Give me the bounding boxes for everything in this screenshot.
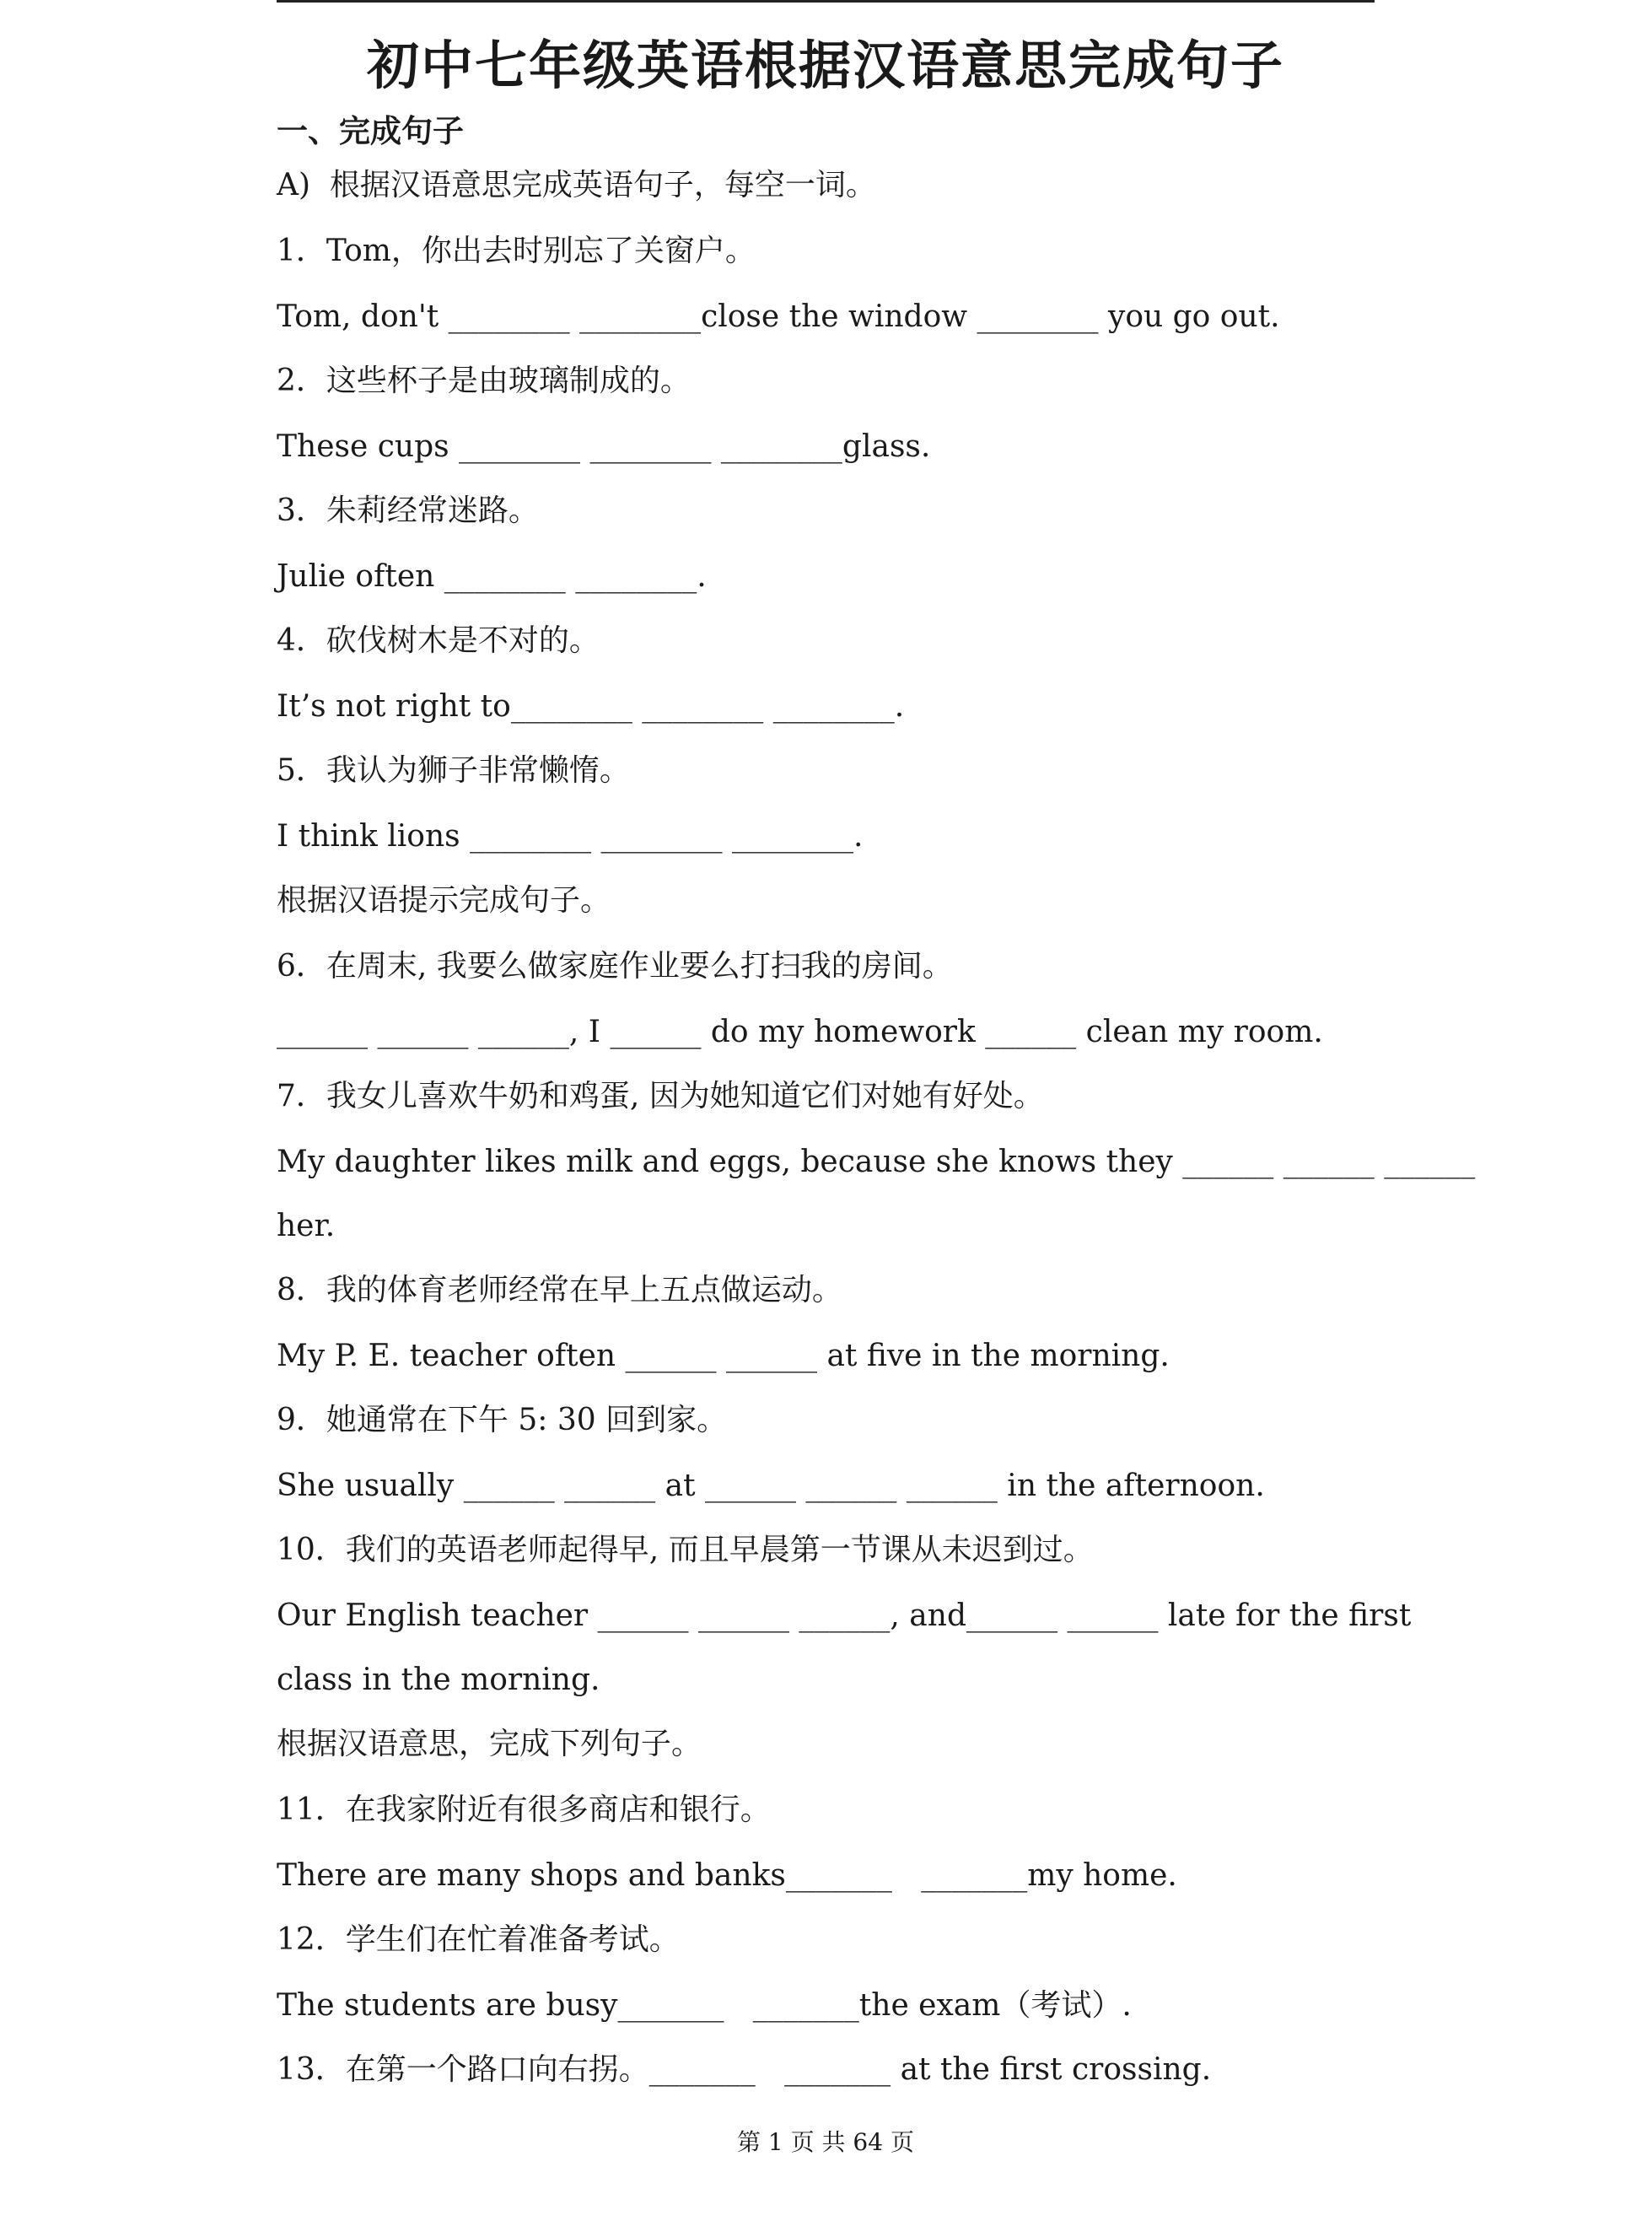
q1-english: Tom, don't ________ ________close the window ________ you go out. xyxy=(277,299,1280,334)
q12-english: The students are busy_______ _______the exam（考试）. xyxy=(277,1988,1132,2023)
q8-english: My P. E. teacher often ______ ______ at five in the morning. xyxy=(277,1339,1170,1373)
top-rule xyxy=(277,0,1375,3)
q12-chinese: 12．学生们在忙着准备考试。 xyxy=(277,1922,680,1957)
q6-english: ______ ______ ______, I ______ do my homework ______ clean my room. xyxy=(277,1015,1323,1049)
q3-chinese: 3．朱莉经常迷路。 xyxy=(277,493,539,528)
q4-english: It’s not right to________ ________ ________. xyxy=(277,689,905,724)
q1-chinese: 1．Tom，你出去时别忘了关窗户。 xyxy=(277,234,756,268)
instruction-c: 根据汉语意思，完成下列句子。 xyxy=(277,1727,702,1761)
q4-chinese: 4．砍伐树木是不对的。 xyxy=(277,623,600,658)
q6-chinese: 6．在周末, 我要么做家庭作业要么打扫我的房间。 xyxy=(277,949,953,984)
q5-chinese: 5．我认为狮子非常懒惰。 xyxy=(277,753,630,788)
page-title: 初中七年级英语根据汉语意思完成句子 xyxy=(366,35,1284,96)
document-page xyxy=(277,0,1476,2237)
q11-english: There are many shops and banks_______ _______my home. xyxy=(277,1858,1177,1893)
q7-english-cont: her. xyxy=(277,1209,336,1243)
q9-chinese: 9．她通常在下午 5: 30 回到家。 xyxy=(277,1403,728,1437)
q10-english: Our English teacher ______ ______ ______, and______ ______ late for the first xyxy=(277,1598,1412,1633)
q2-english: These cups ________ ________ ________glass. xyxy=(277,429,931,464)
q13: 13．在第一个路口向右拐。_______ _______ at the first crossing. xyxy=(277,2052,1212,2087)
section-heading: 一、完成句子 xyxy=(277,113,464,149)
instruction-a: A) 根据汉语意思完成英语句子，每空一词。 xyxy=(277,168,876,202)
q10-english-cont: class in the morning. xyxy=(277,1663,600,1697)
q9-english: She usually ______ ______ at ______ ______ ______ in the afternoon. xyxy=(277,1469,1265,1503)
q5-english: I think lions ________ ________ ________. xyxy=(277,819,864,854)
q3-english: Julie often ________ ________. xyxy=(277,559,707,594)
q10-chinese: 10．我们的英语老师起得早, 而且早晨第一节课从未迟到过。 xyxy=(277,1533,1094,1567)
q7-english: My daughter likes milk and eggs, because she knows they ______ ______ ______ xyxy=(277,1145,1476,1179)
instruction-b: 根据汉语提示完成句子。 xyxy=(277,883,611,918)
q8-chinese: 8．我的体育老师经常在早上五点做运动。 xyxy=(277,1273,842,1307)
q7-chinese: 7．我女儿喜欢牛奶和鸡蛋, 因为她知道它们对她有好处。 xyxy=(277,1079,1044,1113)
page-footer: 第 1 页 共 64 页 xyxy=(737,2128,914,2156)
q11-chinese: 11．在我家附近有很多商店和银行。 xyxy=(277,1792,771,1827)
q2-chinese: 2．这些杯子是由玻璃制成的。 xyxy=(277,364,691,398)
